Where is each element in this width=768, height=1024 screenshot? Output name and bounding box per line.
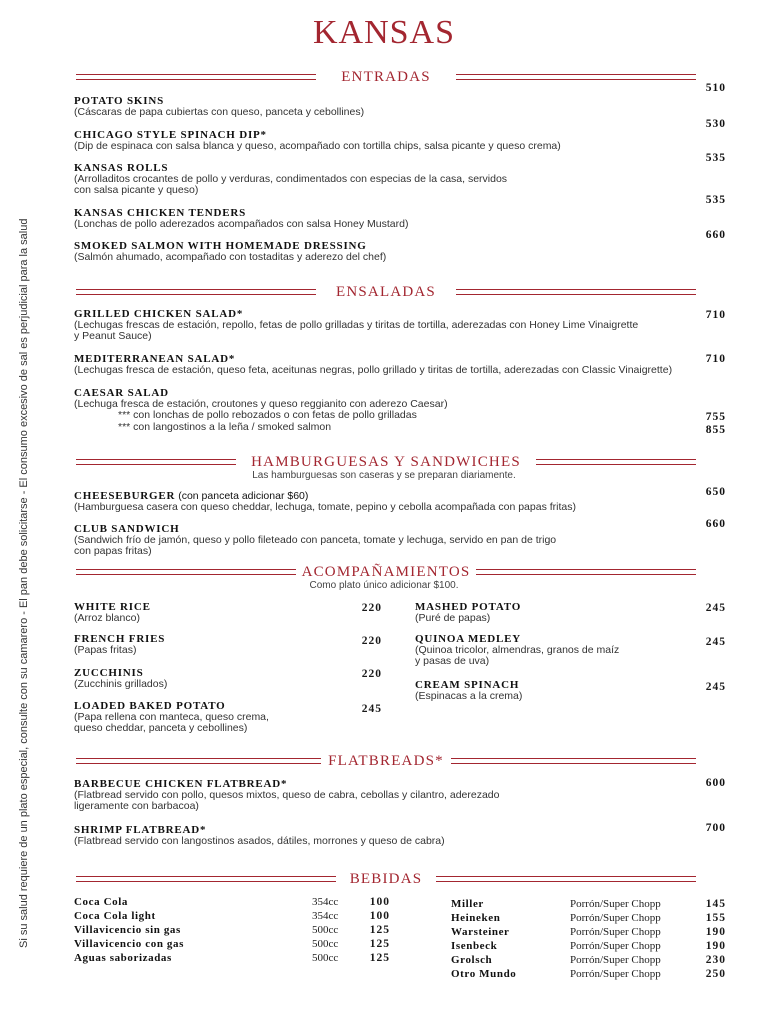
menu-item	[74, 387, 694, 410]
item-price: 245	[361, 703, 382, 715]
item-description: (Papas fritas)	[74, 644, 137, 656]
item-name: ZUCCHINIS	[74, 667, 144, 679]
item-price: 535	[705, 152, 726, 164]
item-name: MASHED POTATO	[415, 601, 522, 613]
drink-size: Porrón/Super Chopp	[570, 898, 661, 910]
caesar-option: *** con lonchas de pollo rebozados o con fetas de pollo grilladas	[118, 409, 417, 421]
drink-price: 230	[705, 954, 726, 966]
drink-price: 155	[705, 912, 726, 924]
drink-name: Heineken	[451, 912, 501, 924]
item-price: 650	[705, 486, 726, 498]
item-name: POTATO SKINS	[74, 95, 164, 107]
item-price: 700	[705, 822, 726, 834]
item-name: MEDITERRANEAN SALAD*	[74, 353, 236, 365]
item-price: 855	[705, 424, 726, 436]
caesar-option: *** con langostinos a la leña / smoked salmon	[118, 421, 332, 433]
section-acompanamientos-header	[76, 563, 696, 581]
menu-item	[74, 129, 694, 152]
drink-price: 125	[369, 924, 390, 936]
item-price: 220	[361, 635, 382, 647]
item-price: 660	[705, 518, 726, 530]
section-title: ENSALADAS	[330, 284, 442, 300]
drink-size: Porrón/Super Chopp	[570, 954, 661, 966]
menu-item	[74, 162, 694, 196]
side-item	[74, 601, 324, 624]
drink-name: Isenbeck	[451, 940, 498, 952]
item-price: 510	[705, 82, 726, 94]
side-item	[74, 667, 324, 690]
menu-item	[74, 490, 694, 513]
item-name: CAESAR SALAD	[74, 387, 169, 399]
drink-price: 125	[369, 938, 390, 950]
section-bebidas-header	[76, 870, 696, 888]
drink-name: Villavicencio con gas	[74, 938, 184, 950]
section-title: HAMBURGUESAS Y SANDWICHES	[245, 454, 527, 470]
item-price: 660	[705, 229, 726, 241]
item-description: (Arroz blanco)	[74, 612, 140, 624]
item-price: 755	[705, 411, 726, 423]
drink-price: 190	[705, 940, 726, 952]
drink-size: 500cc	[312, 938, 339, 950]
menu-item	[74, 207, 694, 230]
item-description: (Papa rellena con manteca, queso crema, queso cheddar, panceta y cebollines)	[74, 711, 269, 734]
item-description: (Lechugas fresca de estación, queso feta, aceitunas negras, pollo grillado y tiritas de tortilla, aderezadas con Classic Vinaigrette)	[74, 364, 673, 376]
section-title: ACOMPAÑAMIENTOS	[296, 564, 477, 580]
item-name: SHRIMP FLATBREAD*	[74, 824, 207, 836]
drink-name: Coca Cola	[74, 896, 128, 908]
item-price: 600	[705, 777, 726, 789]
section-entradas-header	[76, 68, 696, 86]
drink-size: Porrón/Super Chopp	[570, 926, 661, 938]
drink-name: Otro Mundo	[451, 968, 517, 980]
drink-size: 354cc	[312, 910, 339, 922]
side-item	[415, 633, 665, 667]
section-title: BEBIDAS	[344, 871, 429, 887]
drink-size: Porrón/Super Chopp	[570, 912, 661, 924]
drink-price: 100	[369, 896, 390, 908]
drink-price: 145	[705, 898, 726, 910]
item-name: QUINOA MEDLEY	[415, 633, 522, 645]
item-name: CREAM SPINACH	[415, 679, 520, 691]
section-note: Las hamburguesas son caseras y se preparan diariamente.	[252, 470, 516, 481]
item-name: BARBECUE CHICKEN FLATBREAD*	[74, 778, 288, 790]
item-price: 245	[705, 636, 726, 648]
item-name: GRILLED CHICKEN SALAD*	[74, 308, 244, 320]
item-name: KANSAS ROLLS	[74, 162, 169, 174]
item-name: KANSAS CHICKEN TENDERS	[74, 207, 247, 219]
drink-size: 354cc	[312, 896, 339, 908]
menu-item	[74, 95, 694, 118]
item-name: WHITE RICE	[74, 601, 151, 613]
item-name: CHEESEBURGER	[74, 490, 176, 502]
section-note: Como plato único adicionar $100.	[309, 580, 459, 591]
menu-item	[74, 353, 694, 376]
item-description: (Dip de espinaca con salsa blanca y queso, acompañado con tortilla chips, salsa picante y queso crema)	[74, 140, 561, 152]
side-item	[74, 700, 324, 734]
drink-name: Warsteiner	[451, 926, 510, 938]
drink-size: Porrón/Super Chopp	[570, 968, 661, 980]
item-price: 245	[705, 681, 726, 693]
side-item	[415, 679, 665, 702]
menu-item	[74, 308, 694, 342]
item-name: SMOKED SALMON WITH HOMEMADE DRESSING	[74, 240, 367, 252]
side-item	[415, 601, 665, 624]
item-description: (Sandwich frío de jamón, queso y pollo fileteado con panceta, tomate y lechuga, servido en pan de trigo con papas fritas)	[74, 534, 557, 557]
item-name: CHICAGO STYLE SPINACH DIP*	[74, 129, 267, 141]
item-price: 710	[705, 353, 726, 365]
section-title: FLATBREADS*	[322, 753, 450, 769]
item-price: 220	[361, 668, 382, 680]
drink-name: Villavicencio sin gas	[74, 924, 181, 936]
item-name: FRENCH FRIES	[74, 633, 166, 645]
item-name: LOADED BAKED POTATO	[74, 700, 226, 712]
item-description: (Cáscaras de papa cubiertas con queso, panceta y cebollines)	[74, 106, 365, 118]
item-description: (Lechuga fresca de estación, croutones y queso reggianito con aderezo Caesar)	[74, 398, 448, 410]
menu-item	[74, 523, 694, 557]
item-price: 530	[705, 118, 726, 130]
drink-name: Miller	[451, 898, 484, 910]
item-description: (Flatbread servido con langostinos asados, dátiles, morrones y queso de cabra)	[74, 835, 445, 847]
item-description: (Arrolladitos crocantes de pollo y verduras, condimentados con especias de la casa, servidos con salsa picante y queso)	[74, 173, 508, 196]
drink-name: Aguas saborizadas	[74, 952, 172, 964]
item-price: 220	[361, 602, 382, 614]
side-item	[74, 633, 324, 656]
health-notice: Si su salud requiere de un plato especial, consulte con su camarero - El pan debe solicitarse - El consumo excesivo de sal es perjudicial para la salud	[18, 218, 30, 948]
section-title: ENTRADAS	[335, 69, 437, 85]
item-description: (Salmón ahumado, acompañado con tostaditas y aderezo del chef)	[74, 251, 387, 263]
item-description: (Hamburguesa casera con queso cheddar, lechuga, tomate, pepino y cebolla acompañada con papas fritas)	[74, 501, 576, 513]
drink-size: 500cc	[312, 952, 339, 964]
drink-size: 500cc	[312, 924, 339, 936]
item-price: 245	[705, 602, 726, 614]
section-ensaladas-header	[76, 283, 696, 301]
menu-item	[74, 824, 694, 847]
drink-price: 190	[705, 926, 726, 938]
section-flatbreads-header	[76, 752, 696, 770]
item-description: (Espinacas a la crema)	[415, 690, 523, 702]
item-description: (Flatbread servido con pollo, quesos mixtos, queso de cabra, cebollas y cilantro, aderezado ligeramente con barbacoa)	[74, 789, 500, 812]
item-extra: (con panceta adicionar $60)	[175, 490, 309, 502]
drink-price: 100	[369, 910, 390, 922]
item-description: (Lonchas de pollo aderezados acompañados con salsa Honey Mustard)	[74, 218, 409, 230]
item-description: (Lechugas frescas de estación, repollo, fetas de pollo grilladas y tiritas de tortilla, aderezadas con Honey Lime Vinaigrette y Peanut Sauce)	[74, 319, 639, 342]
item-name: CLUB SANDWICH	[74, 523, 180, 535]
item-description: (Zucchinis grillados)	[74, 678, 168, 690]
menu-item	[74, 778, 694, 812]
drink-price: 250	[705, 968, 726, 980]
drink-name: Coca Cola light	[74, 910, 156, 922]
drink-size: Porrón/Super Chopp	[570, 940, 661, 952]
section-hamburguesas-header	[76, 453, 696, 471]
item-price: 535	[705, 194, 726, 206]
item-description: (Quinoa tricolor, almendras, granos de maíz y pasas de uva)	[415, 644, 620, 667]
menu-item	[74, 240, 694, 263]
drink-name: Grolsch	[451, 954, 493, 966]
item-description: (Puré de papas)	[415, 612, 491, 624]
drink-price: 125	[369, 952, 390, 964]
brand-logo: KANSAS	[312, 14, 456, 51]
item-price: 710	[705, 309, 726, 321]
